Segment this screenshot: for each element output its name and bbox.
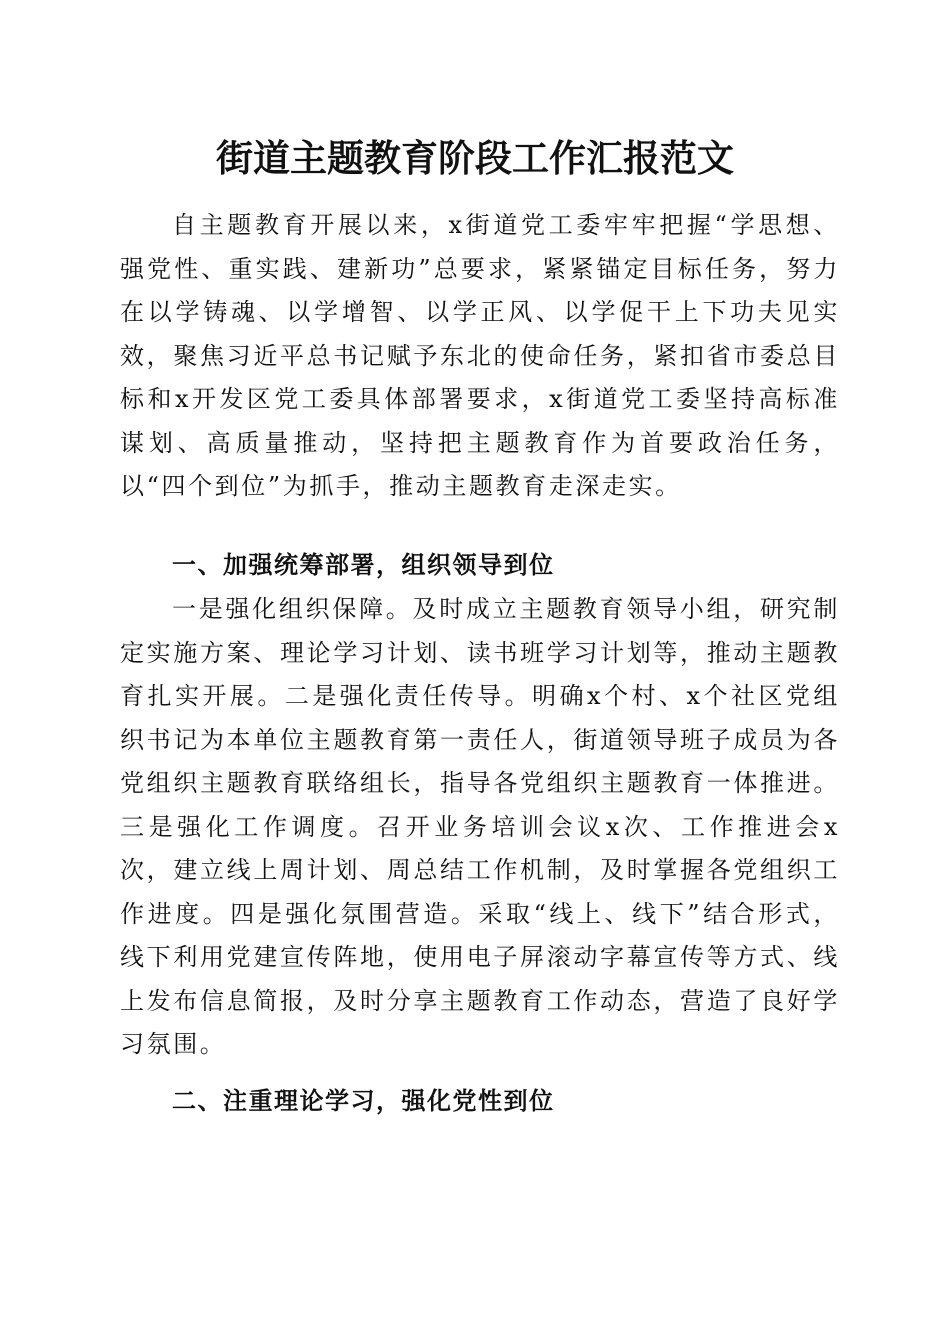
section-1-heading: 一、加强统筹部署，组织领导到位: [172, 551, 555, 579]
document-title: 街道主题教育阶段工作汇报范文: [216, 136, 734, 180]
intro-paragraph: 自主题教育开展以来，x街道党工委牢牢把握“学思想、强党性、重实践、建新功”总要求，紧紧锚定目标任务，努力在以学铸魂、以学增智、以学正风、以学促干上下功夫见实效，聚焦习近平总书记赋予东北的使命任务，紧扣省市委总目标和x开发区党工委具体部署要求，x街道党工委坚持高标准谋划、高质量推动，坚持把主题教育作为首要政治任务，以“四个到位”为抓手，推动主题教育走深走实。: [120, 211, 840, 500]
section-1-paragraph: 一是强化组织保障。及时成立主题教育领导小组，研究制定实施方案、理论学习计划、读书班学习计划等，推动主题教育扎实开展。二是强化责任传导。明确x个村、x个社区党组织书记为本单位主题教育第一责任人，街道领导班子成员为各党组织主题教育联络组长，指导各党组织主题教育一体推进。三是强化工作调度。召开业务培训会议x次、工作推进会x次，建立线上周计划、周总结工作机制，及时掌握各党组织工作进度。四是强化氛围营造。采取“线上、线下”结合形式，线下利用党建宣传阵地，使用电子屏滚动字幕宣传等方式、线上发布信息简报，及时分享主题教育工作动态，营造了良好学习氛围。: [120, 595, 840, 1058]
section-2-heading: 二、注重理论学习，强化党性到位: [172, 1087, 555, 1115]
